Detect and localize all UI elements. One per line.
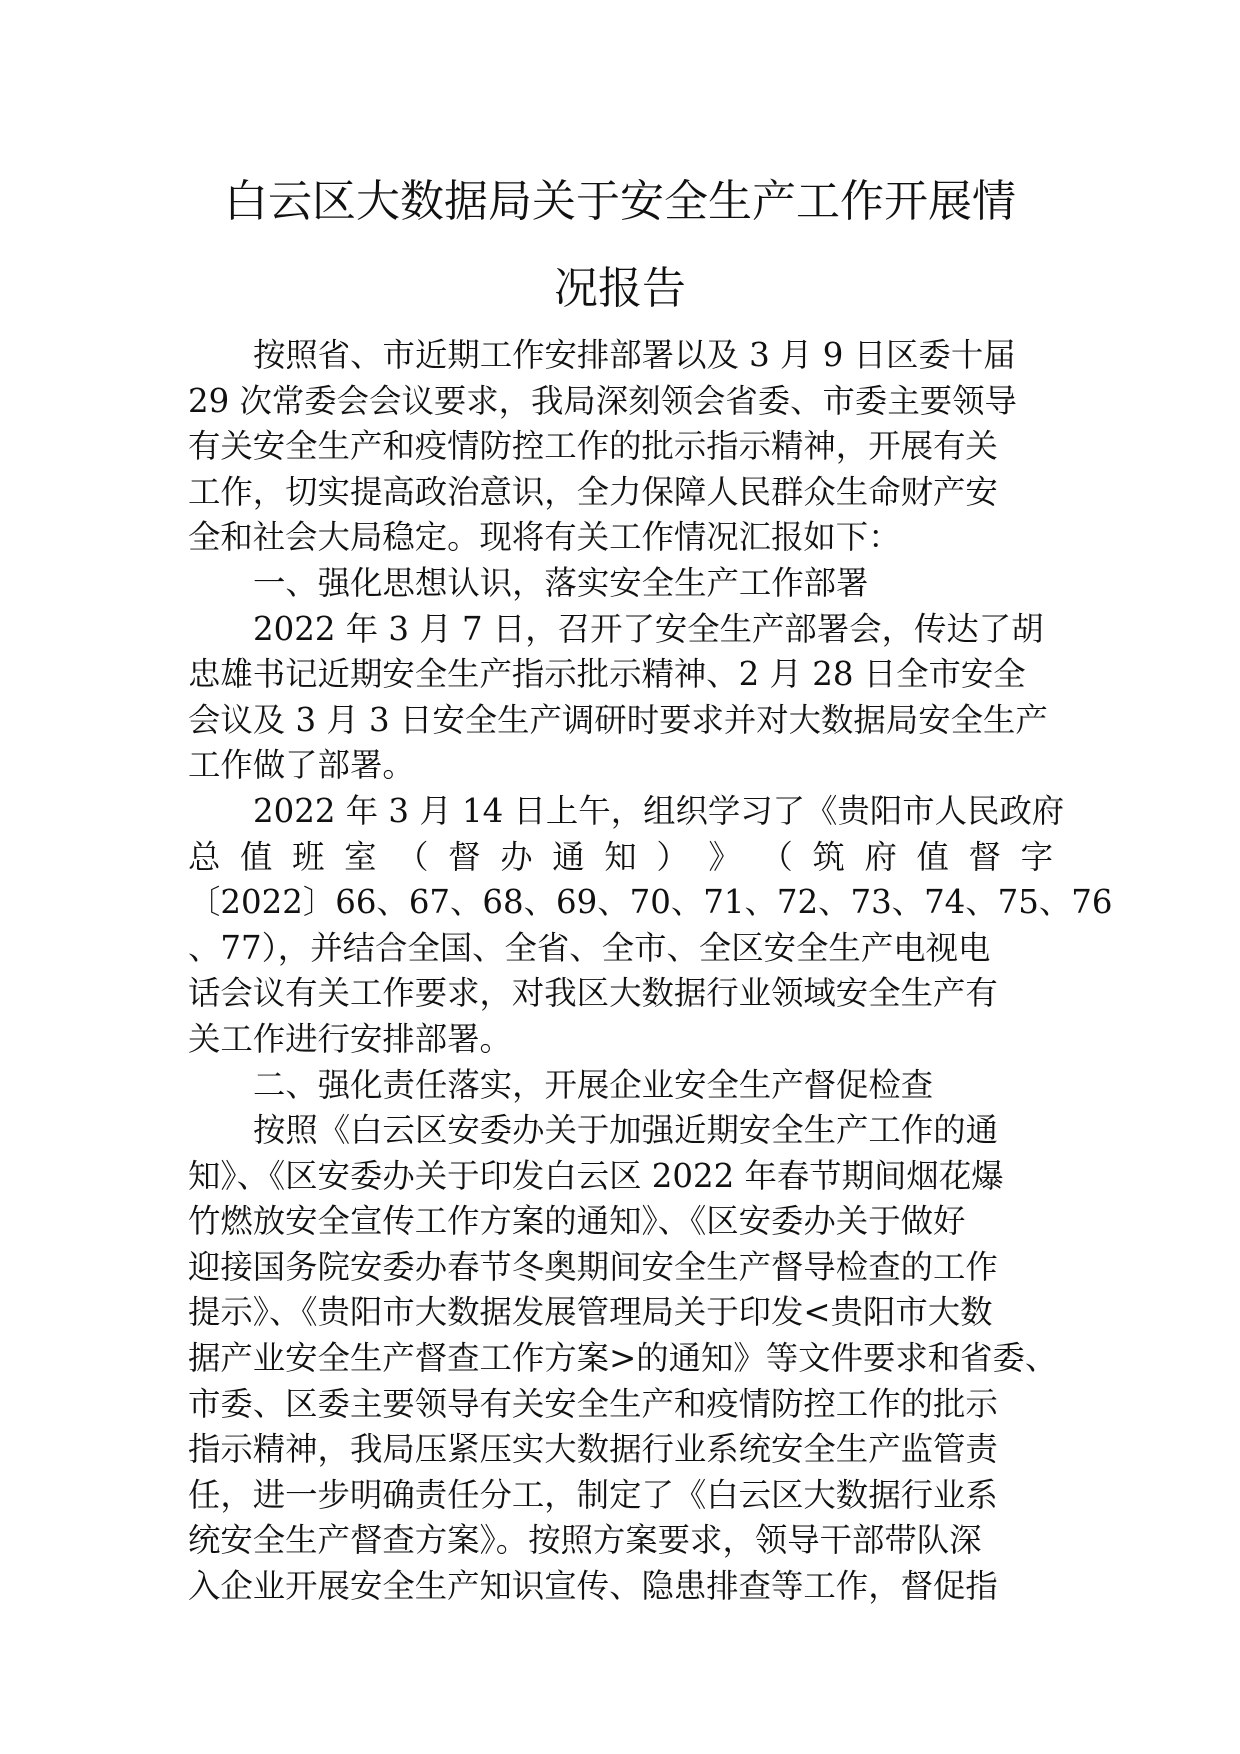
paragraph-line: 2022 年 3 月 14 日上午，组织学习了《贵阳市人民政府 [253, 791, 1065, 830]
paragraph-intro-line: 29 次常委会会议要求，我局深刻领会省委、市委主要领导 [188, 381, 1017, 420]
paragraph-line: 任，进一步明确责任分工，制定了《白云区大数据行业系 [188, 1475, 998, 1514]
document-title-line-1: 白云区大数据局关于安全生产工作开展情 [224, 176, 1016, 227]
paragraph-line: 市委、区委主要领导有关安全生产和疫情防控工作的批示 [188, 1384, 998, 1423]
paragraph-line: 竹燃放安全宣传工作方案的通知》、《区安委办关于做好 [188, 1202, 966, 1241]
section-heading-2: 二、强化责任落实，开展企业安全生产督促检查 [253, 1065, 934, 1104]
section-heading-1: 一、强化思想认识，落实安全生产工作部署 [253, 563, 869, 602]
paragraph-line: 按照《白云区安委办关于加强近期安全生产工作的通 [253, 1111, 998, 1150]
paragraph-intro-line: 工作，切实提高政治意识，全力保障人民群众生命财产安 [188, 472, 998, 511]
paragraph-line: 工作做了部署。 [188, 746, 415, 785]
paragraph-line: 话会议有关工作要求，对我区大数据行业领域安全生产有 [188, 974, 998, 1013]
paragraph-line: 关工作进行安排部署。 [188, 1019, 512, 1058]
paragraph-line: 总 值 班 室 （ 督 办 通 知 ） 》 （ 筑 府 值 督 字 [188, 837, 1053, 876]
paragraph-line: 迎接国务院安委办春节冬奥期间安全生产督导检查的工作 [188, 1247, 998, 1286]
paragraph-line: 知》、《区安委办关于印发白云区 2022 年春节期间烟花爆 [188, 1156, 1004, 1195]
paragraph-line: 统安全生产督查方案》。按照方案要求，领导干部带队深 [188, 1521, 982, 1560]
paragraph-line: 提示》、《贵阳市大数据发展管理局关于印发<贵阳市大数 [188, 1293, 993, 1332]
paragraph-line: 〔2022〕66、67、68、69、70、71、72、73、74、75、76 [188, 883, 1113, 922]
paragraph-intro-line: 全和社会大局稳定。现将有关工作情况汇报如下： [188, 518, 901, 557]
paragraph-intro-line: 有关安全生产和疫情防控工作的批示指示精神，开展有关 [188, 427, 998, 466]
paragraph-line: 忠雄书记近期安全生产指示批示精神、2 月 28 日全市安全 [188, 655, 1026, 694]
paragraph-line: 、77），并结合全国、全省、全市、全区安全生产电视电 [188, 928, 991, 967]
document-title-line-2: 况报告 [554, 263, 686, 314]
paragraph-line: 指示精神，我局压紧压实大数据行业系统安全生产监管责 [188, 1430, 998, 1469]
paragraph-intro-line: 按照省、市近期工作安排部署以及 3 月 9 日区委十届 [253, 336, 1016, 374]
paragraph-line: 2022 年 3 月 7 日，召开了安全生产部署会，传达了胡 [253, 609, 1044, 648]
paragraph-line: 入企业开展安全生产知识宣传、隐患排查等工作，督促指 [188, 1567, 998, 1606]
document-body [188, 333, 1113, 1610]
paragraph-line: 据产业安全生产督查工作方案>的通知》等文件要求和省委、 [188, 1339, 1058, 1378]
paragraph-line: 会议及 3 月 3 日安全生产调研时要求并对大数据局安全生产 [188, 700, 1048, 739]
